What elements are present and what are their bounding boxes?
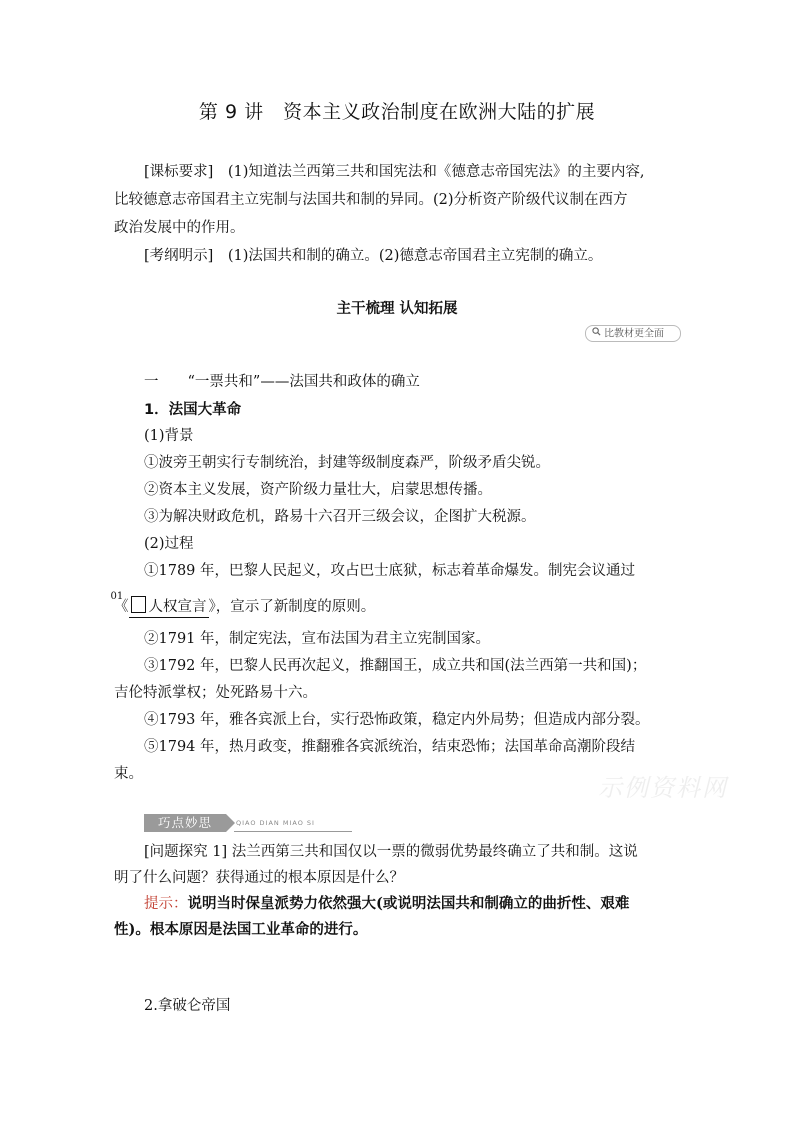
answer-line-1 xyxy=(144,894,629,914)
process-item-1-line-2 xyxy=(110,591,376,618)
question-line-1: [问题探究 1] 法兰西第三共和国仅以一票的微弱优势最终确立了共和制。这说 xyxy=(144,844,638,860)
close-quote-rest: 》，宣示了新制度的原则。 xyxy=(208,599,376,615)
answer-line-2: 性)。根本原因是法国工业革命的进行。 xyxy=(114,921,368,938)
process-item-2: ②1791 年，制定宪法，宣布法国为君主立宪制国家。 xyxy=(144,631,491,647)
tips-sublabel: QIAO DIAN MIAO SI xyxy=(236,819,315,827)
requirements-line-1: [课标要求] (1)知道法兰西第三共和国宪法和《德意志帝国宪法》的主要内容, xyxy=(144,164,645,180)
page-title: 第 9 讲 资本主义政治制度在欧洲大陆的扩展 xyxy=(198,101,596,123)
fill-blank[interactable] xyxy=(110,591,209,618)
process-item-3-line-2: 吉伦特派掌权；处死路易十六。 xyxy=(114,685,317,701)
section-title: 主干梳理 认知拓展 xyxy=(336,301,458,317)
process-item-1-line-1: ①1789 年，巴黎人民起义，攻占巴士底狱，标志着革命爆发。制宪会议通过 xyxy=(144,563,636,579)
question-line-2: 明了什么问题？获得通过的根本原因是什么？ xyxy=(114,870,404,886)
answer-text-1: 说明当时保皇派势力依然强大(或说明法国共和制确立的曲折性、艰难 xyxy=(187,895,630,912)
blank-box-icon xyxy=(131,596,146,613)
search-icon xyxy=(592,326,601,341)
process-item-5-line-2: 束。 xyxy=(114,766,143,782)
sub-heading-french-revolution: 1．法国大革命 xyxy=(144,402,242,418)
process-item-3-line-1: ③1792 年，巴黎人民再次起义，推翻国王，成立共和国(法兰西第一共和国)； xyxy=(144,658,647,674)
hint-label: 提示： xyxy=(144,896,188,912)
more-complete-badge[interactable] xyxy=(585,325,681,342)
tips-label: 巧点妙思 xyxy=(144,814,226,832)
background-item-1: ①波旁王朝实行专制统治，封建等级制度森严，阶级矛盾尖锐。 xyxy=(144,455,550,471)
open-quote: 《 xyxy=(114,599,129,615)
process-item-4: ④1793 年，雅各宾派上台，实行恐怖政策，稳定内外局势；但造成内部分裂。 xyxy=(144,712,650,728)
tips-banner xyxy=(144,814,354,832)
blank-answer: 人权宣言 xyxy=(148,599,207,615)
background-label: (1)背景 xyxy=(144,428,194,444)
watermark: 示例资料网 xyxy=(598,774,728,802)
sub-heading-napoleon-empire: 2.拿破仑帝国 xyxy=(144,998,231,1014)
process-label: (2)过程 xyxy=(144,536,194,552)
blank-number: 01 xyxy=(110,591,124,602)
process-item-5-line-1: ⑤1794 年，热月政变，推翻雅各宾派统治，结束恐怖；法国革命高潮阶段结 xyxy=(144,739,636,755)
divider xyxy=(234,831,352,832)
badge-label: 比教材更全面 xyxy=(604,328,664,340)
background-item-2: ②资本主义发展，资产阶级力量壮大，启蒙思想传播。 xyxy=(144,482,492,498)
requirements-line-2: 比较德意志帝国君主立宪制与法国共和制的异同。(2)分析资产阶级代议制在西方 xyxy=(114,192,628,208)
background-item-3: ③为解决财政危机，路易十六召开三级会议，企图扩大税源。 xyxy=(144,509,536,525)
heading-one: 一 “一票共和”——法国共和政体的确立 xyxy=(144,374,420,390)
outline-line: [考纲明示] (1)法国共和制的确立。(2)德意志帝国君主立宪制的确立。 xyxy=(144,248,603,264)
requirements-line-3: 政治发展中的作用。 xyxy=(114,220,245,236)
